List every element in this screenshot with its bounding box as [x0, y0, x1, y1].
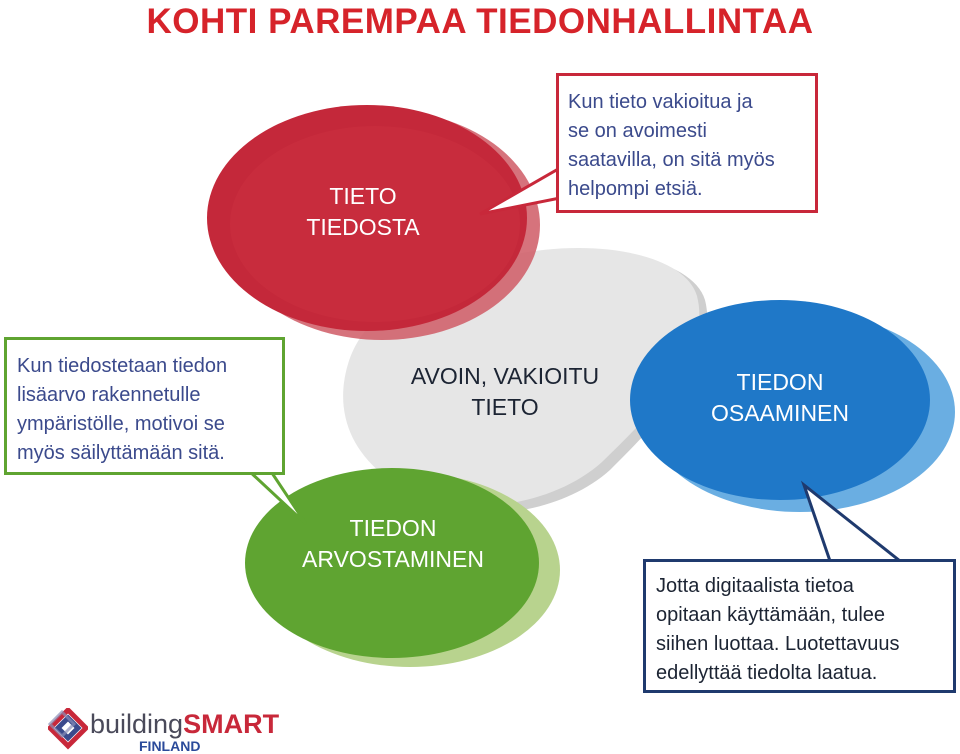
gray-blob-label [380, 361, 630, 423]
gray-blob-line1: AVOIN, VAKIOITU [410, 363, 600, 389]
logo-brand-light: building [90, 709, 184, 739]
buildingsmart-logo-icon [48, 708, 88, 750]
red-circle-label [283, 181, 443, 243]
callout-left-line: Kun tiedostetaan tiedon [17, 355, 228, 377]
callout-bottom-line: Jotta digitaalista tietoa [656, 575, 854, 597]
callout-top-line: Kun tieto vakioitua ja [568, 91, 753, 113]
callout-bottom-line: edellyttää tiedolta laatua. [656, 662, 878, 684]
callout-top-line: se on avoimesti [568, 120, 707, 142]
page-title: KOHTI PAREMPAA TIEDONHALLINTAA [146, 2, 814, 41]
green-circle-line1: TIEDON [349, 515, 437, 541]
callout-left-line: lisäarvo rakennetulle [17, 384, 201, 406]
callout-top [556, 73, 818, 213]
green-circle-line2: ARVOSTAMINEN [302, 546, 484, 572]
callout-bottom [643, 559, 956, 693]
callout-bottom-line: opitaan käyttämään, tulee [656, 604, 886, 626]
blue-circle-label [680, 367, 880, 429]
callout-top-line: saatavilla, on sitä myös [568, 149, 775, 171]
callout-top-line: helpompi etsiä. [568, 178, 703, 200]
red-circle-line2: TIEDOSTA [306, 214, 420, 240]
callout-left-line: myös säilyttämään sitä. [17, 442, 225, 464]
callout-left [4, 337, 285, 475]
callout-left-line: ympäristölle, motivoi se [17, 413, 225, 435]
gray-blob-line2: TIETO [471, 394, 539, 420]
green-circle-label [283, 513, 503, 575]
blue-circle-line2: OSAAMINEN [710, 400, 850, 426]
red-circle-line1: TIETO [329, 183, 397, 209]
blue-circle-line1: TIEDON [736, 369, 824, 395]
callout-bottom-line: siihen luottaa. Luotettavuus [656, 633, 900, 655]
logo-wordmark [90, 708, 279, 740]
logo-sub: FINLAND [139, 738, 201, 754]
logo-brand-bold: SMART [183, 709, 280, 739]
